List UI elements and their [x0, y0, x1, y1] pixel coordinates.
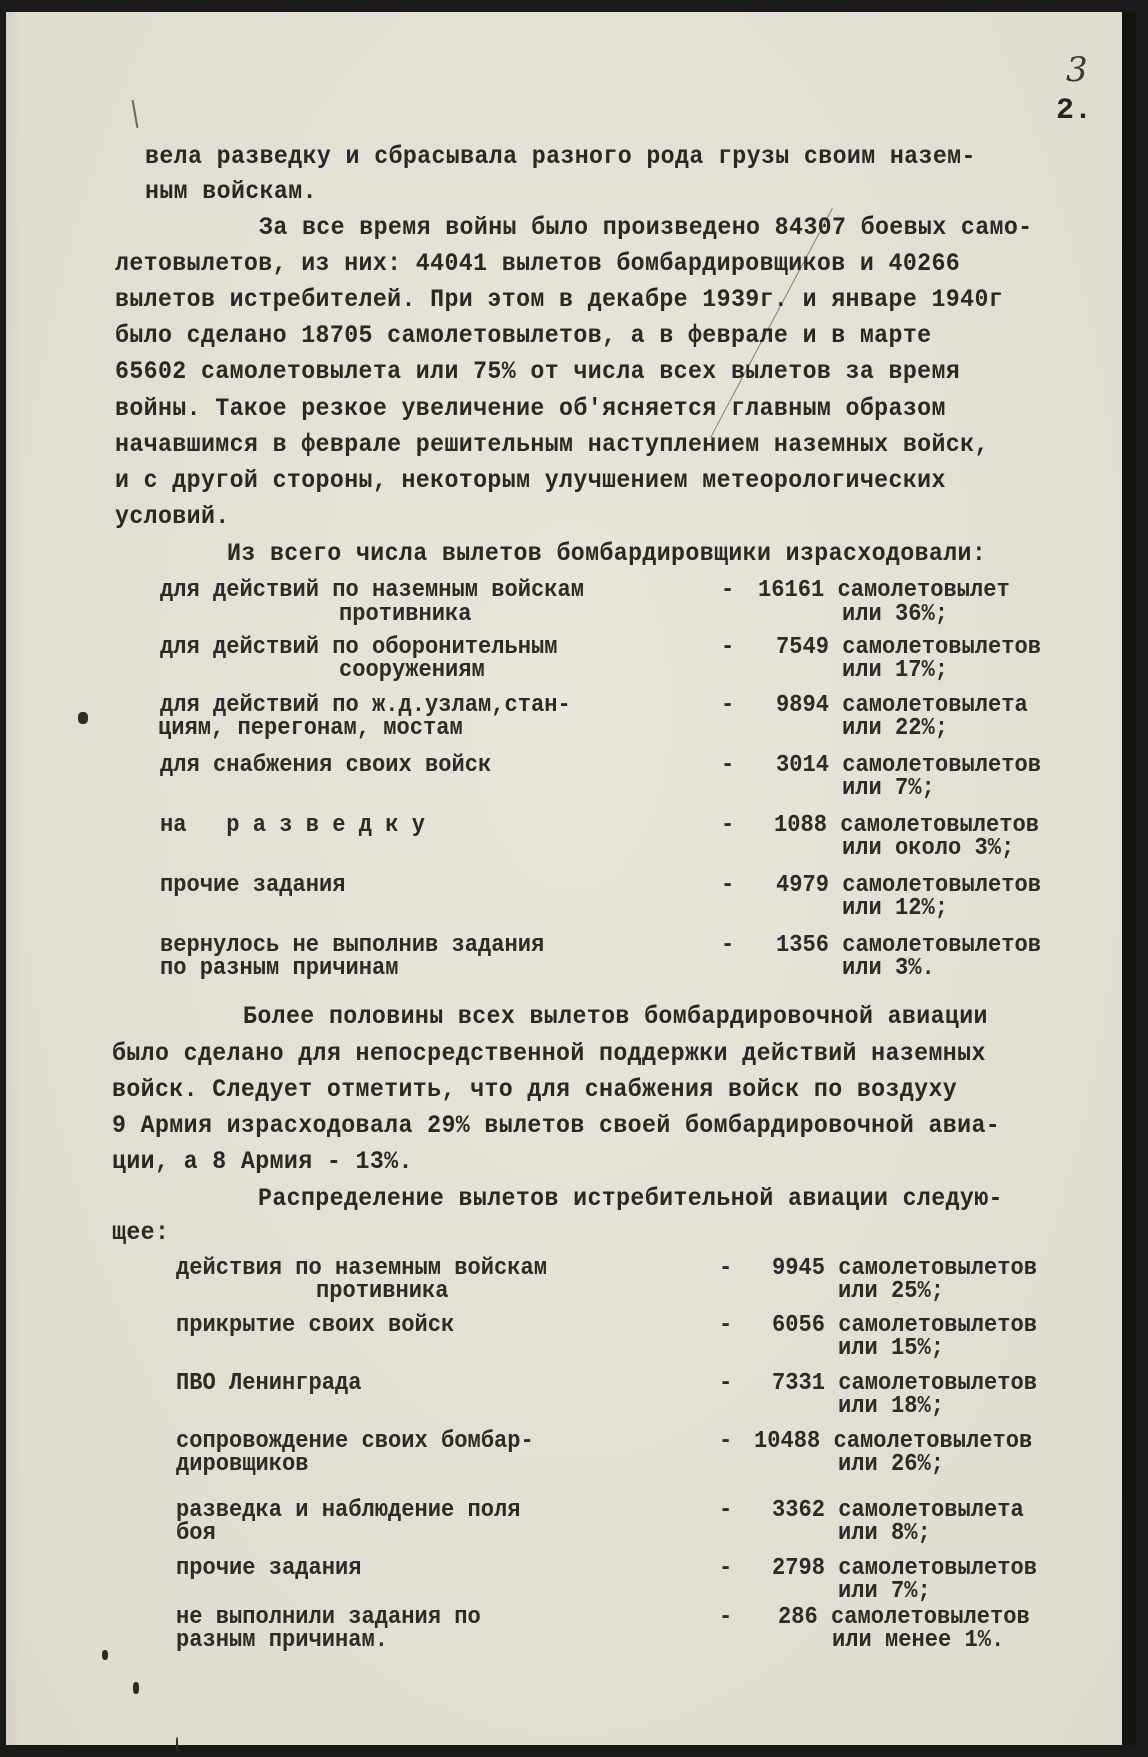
row-value: 9894 самолетовылета — [776, 692, 1028, 719]
row-label-cont: сооружениям — [339, 657, 485, 684]
row-percent: или 15%; — [838, 1335, 945, 1362]
document-page — [6, 12, 1136, 1745]
row-label: прочие задания — [160, 872, 346, 899]
row-value: 9945 самолетовылетов — [772, 1255, 1038, 1282]
row-value: 7549 самолетовылетов — [776, 634, 1042, 661]
row-label: для снабжения своих войск — [160, 752, 492, 779]
ink-blot — [133, 1682, 139, 1694]
row-dash: - — [721, 932, 735, 959]
text-line: летовылетов, из них: 44041 вылетов бомбардировщиков и 40266 — [115, 249, 961, 278]
row-dash: - — [721, 577, 735, 604]
row-percent: или около 3%; — [842, 835, 1015, 862]
row-value: 3014 самолетовылетов — [776, 752, 1042, 779]
row-value: 2798 самолетовылетов — [772, 1555, 1038, 1582]
row-value: 6056 самолетовылетов — [772, 1312, 1038, 1339]
row-label: вернулось не выполнив задания — [160, 932, 545, 959]
archive-sheet-mark: 3 — [1066, 50, 1088, 90]
row-value: 1356 самолетовылетов — [776, 932, 1042, 959]
row-percent: или 22%; — [842, 715, 949, 742]
row-label: прочие задания — [176, 1555, 362, 1582]
row-percent: или 7%; — [838, 1578, 931, 1605]
row-dash: - — [721, 692, 735, 719]
row-dash: - — [719, 1428, 733, 1455]
text-line: было сделано 18705 самолетовылетов, а в феврале и в марте — [115, 321, 932, 350]
row-value: 1088 самолетовылетов — [774, 812, 1040, 839]
text-line: войны. Такое резкое увеличение об'ясняется главным образом — [115, 394, 946, 423]
text-line: За все время войны было произведено 84307 боевых само- — [259, 213, 1033, 242]
row-percent: или 8%; — [838, 1520, 931, 1547]
text-line: 65602 самолетовылета или 75% от числа всех вылетов за время — [115, 357, 961, 386]
row-label: разведка и наблюдение поля — [176, 1497, 521, 1524]
row-value: 16161 самолетовылет — [758, 577, 1010, 604]
row-label-cont: противника — [339, 601, 472, 628]
row-percent: или 26%; — [838, 1451, 945, 1478]
row-dash: - — [721, 752, 735, 779]
pencil-tick-mark — [132, 100, 139, 128]
row-label: не выполнили задания по — [176, 1604, 481, 1631]
row-dash: - — [721, 812, 735, 839]
row-label: для действий по ж.д.узлам,стан- — [160, 692, 571, 719]
text-line: ции, а 8 Армия - 13%. — [112, 1147, 413, 1176]
text-line: Более половины всех вылетов бомбардировочной авиации — [243, 1002, 988, 1031]
row-percent: или 7%; — [842, 775, 935, 802]
text-line: вылетов истребителей. При этом в декабре 1939г. и январе 1940г — [115, 285, 1004, 314]
text-line: войск. Следует отметить, что для снабжения войск по воздуху — [112, 1075, 958, 1104]
row-percent: или 18%; — [838, 1393, 945, 1420]
text-line: ным войскам. — [145, 177, 317, 206]
row-label: на р а з в е д к у — [160, 812, 426, 839]
row-label: для действий по наземным войскам — [160, 577, 585, 604]
row-label-cont: боя — [176, 1520, 216, 1547]
text-line: щее: — [112, 1218, 170, 1247]
row-label: для действий по оборонительным — [160, 634, 558, 661]
text-line: и с другой стороны, некоторым улучшением метеорологических — [115, 466, 946, 495]
row-label-cont: противника — [316, 1278, 449, 1305]
row-label: действия по наземным войскам — [176, 1255, 548, 1282]
row-dash: - — [721, 872, 735, 899]
scan-edge — [1122, 12, 1136, 1745]
row-label: прикрытие своих войск — [176, 1312, 455, 1339]
row-dash: - — [719, 1604, 733, 1631]
row-dash: - — [719, 1555, 733, 1582]
row-percent: или 36%; — [842, 601, 949, 628]
row-label-cont: по разным причинам — [160, 955, 399, 982]
row-percent: или 3%. — [842, 955, 935, 982]
row-percent: или 12%; — [842, 895, 949, 922]
row-label-cont: разным причинам. — [176, 1627, 389, 1654]
row-percent: или менее 1%. — [832, 1627, 1005, 1654]
row-label: сопровождение своих бомбар- — [176, 1428, 534, 1455]
row-value: 10488 самолетовылетов — [754, 1428, 1033, 1455]
row-dash: - — [721, 634, 735, 661]
text-line: Распределение вылетов истребительной авиации следую- — [258, 1184, 1003, 1213]
text-line: начавшимся в феврале решительным наступлением наземных войск, — [115, 430, 989, 459]
row-value: 286 самолетовылетов — [778, 1604, 1030, 1631]
ink-blot — [176, 1737, 178, 1751]
row-dash: - — [719, 1312, 733, 1339]
text-line: вела разведку и сбрасывала разного рода грузы своим назем- — [145, 142, 976, 171]
row-dash: - — [719, 1370, 733, 1397]
text-line: Из всего числа вылетов бомбардировщики израсходовали: — [227, 539, 987, 568]
row-dash: - — [719, 1255, 733, 1282]
row-value: 4979 самолетовылетов — [776, 872, 1042, 899]
text-line: условий. — [115, 502, 230, 531]
row-value: 7331 самолетовылетов — [772, 1370, 1038, 1397]
ink-blot — [102, 1650, 108, 1660]
row-value: 3362 самолетовылета — [772, 1497, 1024, 1524]
text-line: было сделано для непосредственной поддержки действий наземных — [112, 1039, 986, 1068]
row-percent: или 17%; — [842, 657, 949, 684]
row-percent: или 25%; — [838, 1278, 945, 1305]
text-line: 9 Армия израсходовала 29% вылетов своей бомбардировочной авиа- — [112, 1111, 1001, 1140]
row-label: ПВО Ленинграда — [176, 1370, 362, 1397]
row-label-cont: циям, перегонам, мостам — [158, 715, 463, 742]
row-dash: - — [719, 1497, 733, 1524]
ink-blot — [78, 712, 88, 724]
row-label-cont: дировщиков — [176, 1451, 309, 1478]
page-number: 2. — [1056, 94, 1093, 128]
